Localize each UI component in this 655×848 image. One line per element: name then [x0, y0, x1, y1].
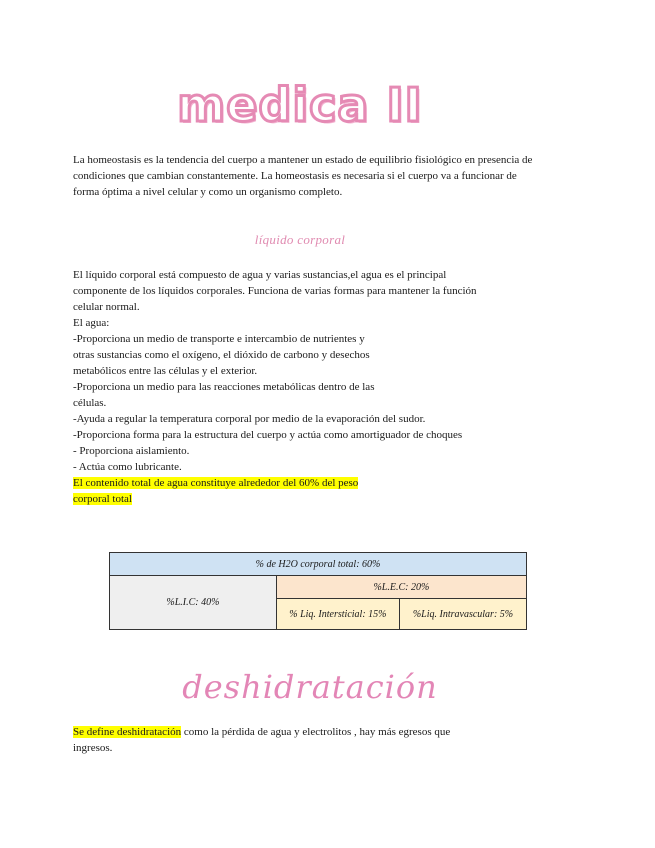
water-distribution-table [109, 552, 527, 630]
body-line: - Actúa como lubricante. [73, 461, 182, 473]
body-text: como la pérdida de agua y electrolitos , hay más egresos que [181, 726, 451, 738]
body-line: celular normal. [73, 301, 140, 313]
page-title: medica II [177, 78, 423, 132]
body-line: células. [73, 397, 107, 409]
section-heading-liquido: líquido corporal [254, 232, 346, 247]
body-line: ingresos. [73, 742, 113, 754]
highlighted-text: El contenido total de agua constituye alrededor del 60% del peso [73, 477, 359, 489]
intro-paragraph: La homeostasis es la tendencia del cuerpo a mantener un estado de equilibrio fisiológico en presencia de condiciones que cambian constantemente. La homeostasis es necesaria si el cuerpo va a funcionar de forma óptima a nivel celular y como un organismo completo. [73, 154, 533, 198]
body-line: - Proporciona aislamiento. [73, 445, 190, 457]
body-line: El líquido corporal está compuesto de agua y varias sustancias,el agua es el principal [73, 269, 447, 281]
intravascular-cell: %Liq. Intravascular: 5% [399, 599, 526, 630]
body-line: -Proporciona forma para la estructura del cuerpo y actúa como amortiguador de choques [73, 429, 463, 441]
lic-cell: %L.I.C: 40% [110, 576, 277, 630]
liquido-body [73, 267, 533, 507]
body-line: otras sustancias como el oxígeno, el dióxido de carbono y desechos [73, 349, 370, 361]
section-heading-deshidratacion: deshidratación [182, 668, 438, 706]
deshidratacion-body [73, 724, 533, 756]
body-line: metabólicos entre las células y el exterior. [73, 365, 258, 377]
body-line: -Ayuda a regular la temperatura corporal por medio de la evaporación del sudor. [73, 413, 426, 425]
body-line: El agua: [73, 317, 110, 329]
highlighted-text: corporal total [73, 493, 132, 505]
interstitial-cell: % Liq. Intersticial: 15% [276, 599, 399, 630]
highlighted-text: Se define deshidratación [73, 726, 182, 738]
total-water-cell: % de H2O corporal total: 60% [110, 553, 527, 576]
body-line: componente de los líquidos corporales. Funciona de varias formas para mantener la función [73, 285, 477, 297]
body-line: -Proporciona un medio de transporte e intercambio de nutrientes y [73, 333, 365, 345]
lec-cell: %L.E.C: 20% [276, 576, 526, 599]
body-line: -Proporciona un medio para las reacciones metabólicas dentro de las [73, 381, 375, 393]
